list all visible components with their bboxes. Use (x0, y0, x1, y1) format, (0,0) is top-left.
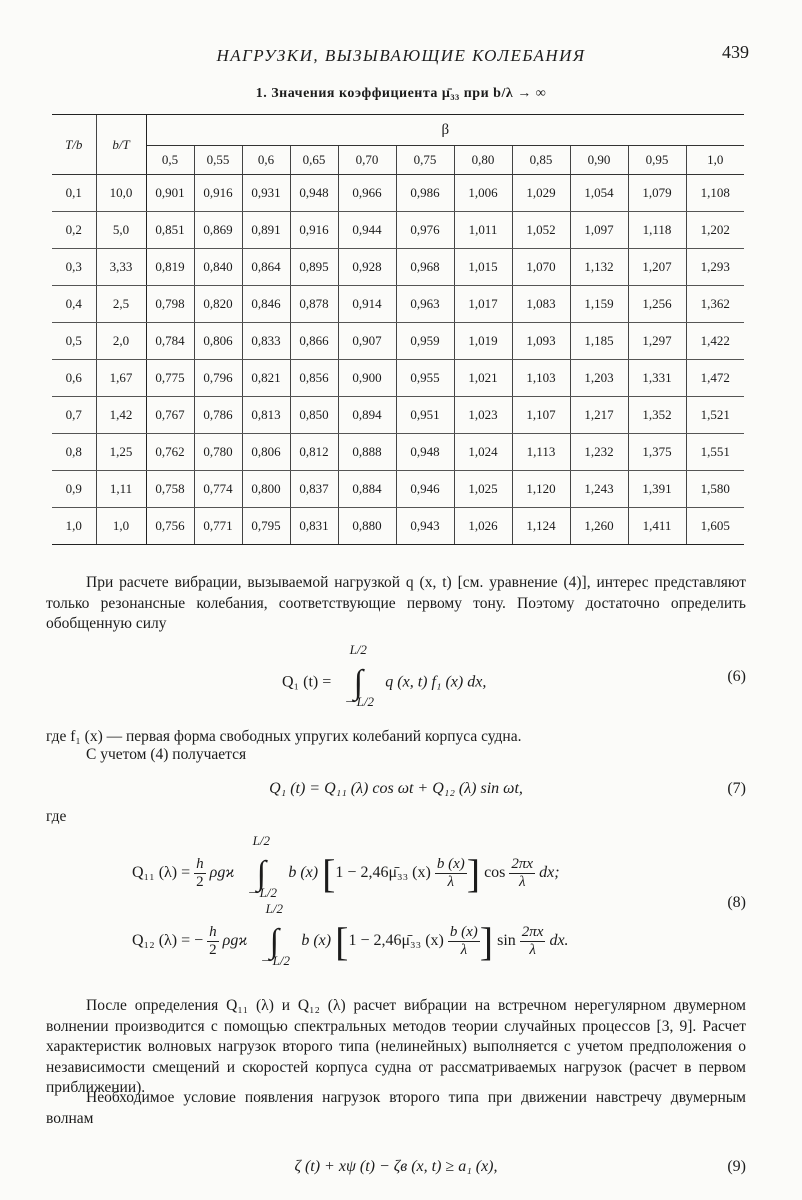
beta-value: 0,6 (242, 146, 290, 175)
cell-value: 1,026 (454, 508, 512, 545)
cell-value: 1,070 (512, 249, 570, 286)
equation-8 (46, 828, 746, 978)
cell-bt: 1,25 (96, 434, 146, 471)
cell-value: 1,352 (628, 397, 686, 434)
cell-tb: 0,9 (52, 471, 96, 508)
paragraph-5: Необходимое условие появления нагрузок второго типа при движении навстречу двумерным волнам (46, 1089, 746, 1127)
cell-value: 0,916 (290, 212, 338, 249)
cell-tb: 1,0 (52, 508, 96, 545)
cell-value: 1,203 (570, 360, 628, 397)
cell-value: 0,959 (396, 323, 454, 360)
cell-value: 1,391 (628, 471, 686, 508)
cell-value: 1,297 (628, 323, 686, 360)
cell-value: 1,023 (454, 397, 512, 434)
cell-value: 1,521 (686, 397, 744, 434)
paragraph-2: где f₁ (x) — первая форма свободных упругих колебаний корпуса судна. (46, 728, 522, 745)
cell-bt: 5,0 (96, 212, 146, 249)
beta-value: 0,80 (454, 146, 512, 175)
cell-value: 0,806 (242, 434, 290, 471)
cell-value: 1,108 (686, 175, 744, 212)
cell-value: 1,083 (512, 286, 570, 323)
cell-value: 1,217 (570, 397, 628, 434)
cell-tb: 0,7 (52, 397, 96, 434)
cell-value: 0,951 (396, 397, 454, 434)
table-row (52, 286, 744, 323)
cell-value: 0,831 (290, 508, 338, 545)
cell-value: 1,097 (570, 212, 628, 249)
paragraph-1: При расчете вибрации, вызываемой нагрузкой q (x, t) [см. уравнение (4)], интерес представляют только резонансные колебания, соответствующие первому тону. Поэтому достаточно определить обобщенную силу (46, 574, 746, 632)
coefficient-table (52, 114, 744, 545)
beta-value: 1,0 (686, 146, 744, 175)
table-row (52, 175, 744, 212)
cell-value: 0,840 (194, 249, 242, 286)
cell-value: 1,093 (512, 323, 570, 360)
cell-value: 0,895 (290, 249, 338, 286)
cell-value: 1,260 (570, 508, 628, 545)
cell-value: 1,024 (454, 434, 512, 471)
cell-value: 0,943 (396, 508, 454, 545)
cell-value: 0,901 (146, 175, 194, 212)
cell-value: 0,806 (194, 323, 242, 360)
cell-tb: 0,6 (52, 360, 96, 397)
cell-value: 0,878 (290, 286, 338, 323)
cell-value: 0,931 (242, 175, 290, 212)
cell-value: 1,021 (454, 360, 512, 397)
cell-value: 0,775 (146, 360, 194, 397)
cell-value: 1,331 (628, 360, 686, 397)
cell-value: 1,019 (454, 323, 512, 360)
cell-bt: 3,33 (96, 249, 146, 286)
running-title: НАГРУЗКИ, ВЫЗЫВАЮЩИЕ КОЛЕБАНИЯ (216, 46, 586, 65)
beta-value: 0,95 (628, 146, 686, 175)
cell-value: 1,107 (512, 397, 570, 434)
eq7-number: (7) (727, 780, 746, 797)
header-bt: b/T (96, 115, 146, 175)
beta-values-row (52, 146, 744, 175)
cell-value: 0,800 (242, 471, 290, 508)
cell-value: 0,869 (194, 212, 242, 249)
table-row (52, 434, 744, 471)
beta-value: 0,85 (512, 146, 570, 175)
cell-value: 0,900 (338, 360, 396, 397)
equation-7: Q₁ (t) = Q₁₁ (λ) cos ωt + Q₁₂ (λ) sin ωt, (7) (269, 780, 746, 797)
table-row (52, 471, 744, 508)
table-row (52, 508, 744, 545)
eq6-integral: L/2 ∫ − L/2 (344, 642, 374, 709)
cell-tb: 0,2 (52, 212, 96, 249)
cell-value: 0,837 (290, 471, 338, 508)
cell-value: 1,293 (686, 249, 744, 286)
eq8-line-2: Q₁₂ (λ) = − $\frac{h}{2}$ ρgϰ L/2 ∫ − L/2 b (x) [1 − 2,46μ̄₃₃ (x) $\frac{b (x)}{\lambda}$ ] sin $\frac{2\pi x}{\lambda}$ dx. (132, 900, 569, 968)
cell-tb: 0,1 (52, 175, 96, 212)
cell-value: 1,025 (454, 471, 512, 508)
beta-value: 0,70 (338, 146, 396, 175)
beta-value: 0,65 (290, 146, 338, 175)
cell-value: 0,884 (338, 471, 396, 508)
cell-value: 0,756 (146, 508, 194, 545)
where-label: где (46, 808, 67, 825)
table-row (52, 323, 744, 360)
table-row (52, 397, 744, 434)
cell-tb: 0,5 (52, 323, 96, 360)
cell-value: 1,232 (570, 434, 628, 471)
cell-value: 0,963 (396, 286, 454, 323)
cell-value: 1,256 (628, 286, 686, 323)
cell-value: 0,891 (242, 212, 290, 249)
cell-value: 0,880 (338, 508, 396, 545)
cell-value: 0,944 (338, 212, 396, 249)
cell-value: 0,907 (338, 323, 396, 360)
cell-value: 1,079 (628, 175, 686, 212)
cell-tb: 0,3 (52, 249, 96, 286)
cell-value: 1,551 (686, 434, 744, 471)
cell-value: 1,605 (686, 508, 744, 545)
cell-value: 0,813 (242, 397, 290, 434)
cell-value: 0,966 (338, 175, 396, 212)
cell-value: 0,762 (146, 434, 194, 471)
cell-value: 1,185 (570, 323, 628, 360)
cell-value: 0,774 (194, 471, 242, 508)
cell-value: 1,103 (512, 360, 570, 397)
cell-value: 0,955 (396, 360, 454, 397)
cell-value: 1,113 (512, 434, 570, 471)
beta-value: 0,55 (194, 146, 242, 175)
cell-tb: 0,4 (52, 286, 96, 323)
cell-value: 0,976 (396, 212, 454, 249)
cell-value: 0,928 (338, 249, 396, 286)
cell-value: 1,159 (570, 286, 628, 323)
cell-value: 1,054 (570, 175, 628, 212)
eq6-number: (6) (727, 668, 746, 685)
cell-value: 1,120 (512, 471, 570, 508)
table-row (52, 249, 744, 286)
cell-value: 0,771 (194, 508, 242, 545)
beta-value: 0,75 (396, 146, 454, 175)
cell-value: 1,472 (686, 360, 744, 397)
cell-bt: 1,0 (96, 508, 146, 545)
header-beta: β (146, 115, 744, 146)
cell-value: 1,207 (628, 249, 686, 286)
cell-value: 0,767 (146, 397, 194, 434)
cell-value: 0,948 (396, 434, 454, 471)
cell-value: 0,758 (146, 471, 194, 508)
cell-value: 1,422 (686, 323, 744, 360)
cell-value: 0,780 (194, 434, 242, 471)
cell-value: 0,864 (242, 249, 290, 286)
cell-value: 1,006 (454, 175, 512, 212)
cell-value: 0,948 (290, 175, 338, 212)
cell-value: 0,821 (242, 360, 290, 397)
cell-value: 0,833 (242, 323, 290, 360)
cell-value: 0,798 (146, 286, 194, 323)
cell-value: 0,916 (194, 175, 242, 212)
page-number: 439 (722, 42, 749, 62)
cell-value: 1,132 (570, 249, 628, 286)
cell-value: 1,118 (628, 212, 686, 249)
table-row (52, 212, 744, 249)
cell-value: 1,011 (454, 212, 512, 249)
equation-6 (46, 642, 746, 709)
cell-value: 0,894 (338, 397, 396, 434)
table-caption: 1. Значения коэффициента μ̄₃₃ при b/λ → ∞ (255, 86, 547, 101)
cell-bt: 1,67 (96, 360, 146, 397)
paragraph-3: С учетом (4) получается (86, 746, 247, 763)
eq8-number: (8) (727, 894, 746, 911)
page-header (0, 40, 802, 70)
cell-value: 0,850 (290, 397, 338, 434)
header-tb: T/b (52, 115, 96, 175)
cell-value: 0,851 (146, 212, 194, 249)
cell-value: 0,796 (194, 360, 242, 397)
cell-value: 0,846 (242, 286, 290, 323)
cell-value: 0,914 (338, 286, 396, 323)
cell-value: 1,029 (512, 175, 570, 212)
cell-value: 0,820 (194, 286, 242, 323)
equation-9: ζ (t) + xψ (t) − ζв (x, t) ≥ a₁ (x), (9) (294, 1158, 746, 1175)
beta-value: 0,5 (146, 146, 194, 175)
cell-value: 1,411 (628, 508, 686, 545)
cell-value: 0,986 (396, 175, 454, 212)
cell-value: 0,812 (290, 434, 338, 471)
cell-value: 1,375 (628, 434, 686, 471)
table-body (52, 175, 744, 545)
eq6-lhs: Q₁ (t) = (282, 673, 332, 691)
cell-value: 0,856 (290, 360, 338, 397)
cell-tb: 0,8 (52, 434, 96, 471)
cell-value: 0,888 (338, 434, 396, 471)
cell-bt: 1,42 (96, 397, 146, 434)
cell-value: 0,819 (146, 249, 194, 286)
cell-value: 1,052 (512, 212, 570, 249)
cell-value: 1,017 (454, 286, 512, 323)
eq8-line-1: Q₁₁ (λ) = $\frac{h}{2}$ ρgϰ L/2 ∫ − L/2 b (x) [1 − 2,46μ̄₃₃ (x) $\frac{b (x)}{\lambda}$ ] cos $\frac{2\pi x}{\lambda}$ dx; (132, 832, 560, 900)
cell-value: 1,124 (512, 508, 570, 545)
cell-bt: 2,5 (96, 286, 146, 323)
cell-value: 0,968 (396, 249, 454, 286)
cell-value: 0,866 (290, 323, 338, 360)
cell-value: 1,362 (686, 286, 744, 323)
cell-value: 0,786 (194, 397, 242, 434)
cell-value: 1,243 (570, 471, 628, 508)
cell-value: 0,784 (146, 323, 194, 360)
cell-value: 1,580 (686, 471, 744, 508)
eq6-rhs: q (x, t) f₁ (x) dx, (385, 673, 487, 691)
table-row (52, 360, 744, 397)
cell-value: 1,202 (686, 212, 744, 249)
paragraph-4: После определения Q₁₁ (λ) и Q₁₂ (λ) расчет вибрации на встречном нерегулярном двумерном волнении производится с помощью спектральных методов теории случайных процессов [3, 9]. Расчет характеристик волновых нагрузок второго типа (нелинейных) выполняется с учетом предположения о независимости смещений и скоростей корпуса судна от рассматриваемых нагрузок (расчет в первом приближении). (46, 997, 746, 1096)
cell-value: 0,946 (396, 471, 454, 508)
cell-bt: 10,0 (96, 175, 146, 212)
beta-value: 0,90 (570, 146, 628, 175)
eq9-number: (9) (727, 1158, 746, 1175)
cell-value: 0,795 (242, 508, 290, 545)
cell-bt: 2,0 (96, 323, 146, 360)
cell-bt: 1,11 (96, 471, 146, 508)
cell-value: 1,015 (454, 249, 512, 286)
